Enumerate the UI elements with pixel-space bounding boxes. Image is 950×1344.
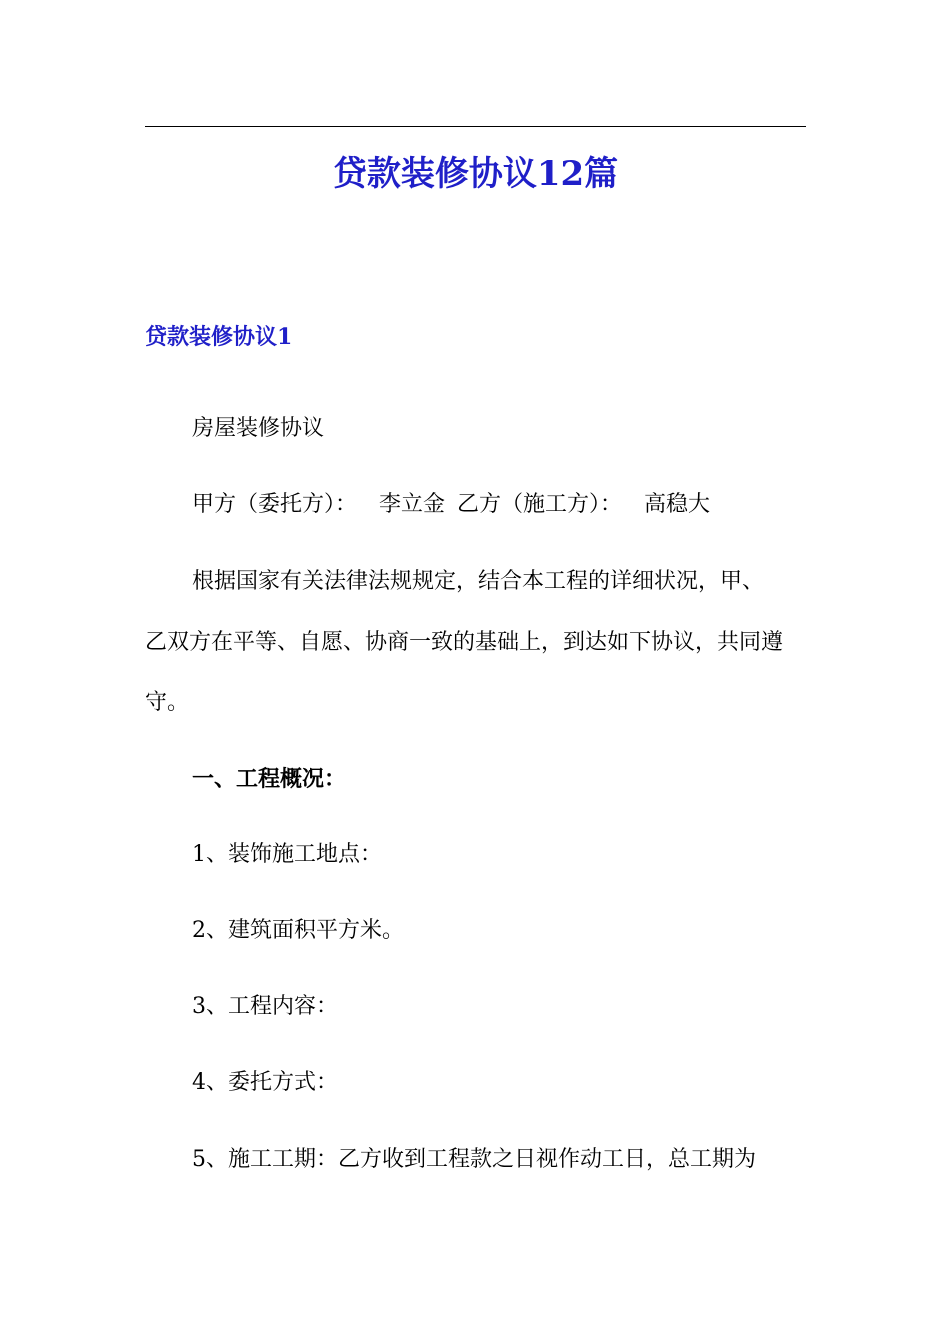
- intro-paragraph-line-2: 乙双方在平等、自愿、协商一致的基础上，到达如下协议，共同遵: [145, 630, 784, 655]
- list-item: 4、委托方式：: [192, 1070, 338, 1095]
- agreement-subtitle: 房屋装修协议: [192, 416, 325, 441]
- list-item: 1、装饰施工地点：: [192, 842, 382, 867]
- party-b-label: 乙方（施工方）：: [457, 492, 623, 517]
- intro-paragraph-line-3: 守。: [145, 690, 190, 715]
- list-item: 5、施工工期：乙方收到工程款之日视作动工日，总工期为: [192, 1147, 756, 1172]
- intro-paragraph-line-1: 根据国家有关法律法规规定，结合本工程的详细状况，甲、: [192, 569, 765, 594]
- party-a-label: 甲方（委托方）：: [192, 492, 358, 517]
- document-title: 贷款装修协议12篇: [332, 154, 619, 194]
- party-b-name: 高稳大: [644, 492, 711, 517]
- list-item: 2、建筑面积平方米。: [192, 918, 404, 943]
- heading-project-overview: 一、工程概况：: [192, 766, 347, 792]
- list-item: 3、工程内容：: [192, 994, 338, 1019]
- party-a-name: 李立金: [379, 492, 446, 517]
- section-title: 贷款装修协议1: [145, 324, 293, 350]
- header-rule: [145, 126, 806, 127]
- parties-line: [192, 488, 710, 522]
